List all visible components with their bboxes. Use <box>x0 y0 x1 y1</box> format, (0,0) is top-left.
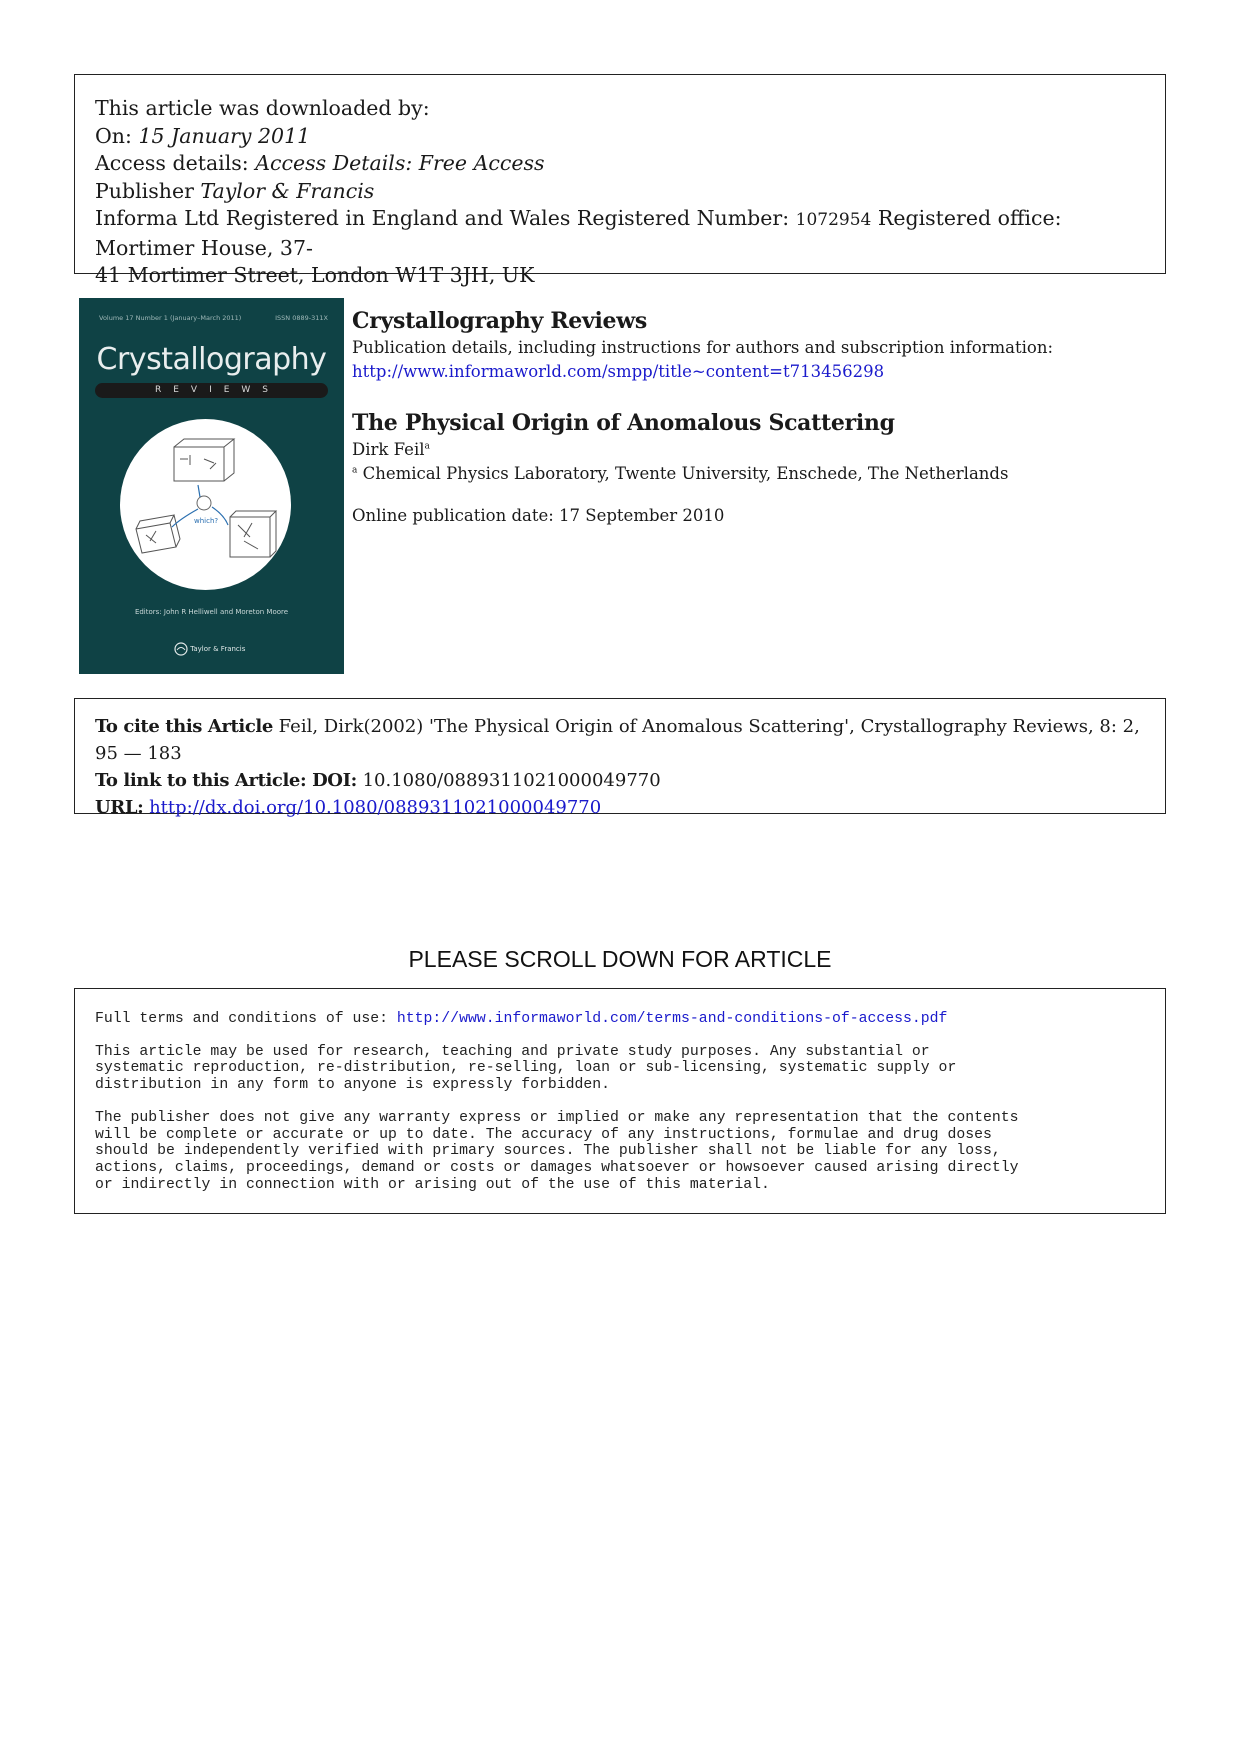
cover-subtitle: REVIEWS <box>95 383 328 398</box>
disclaimer-paragraph: The publisher does not give any warranty express or implied or make any representation that the contents will be complete or accurate or up to date. The accuracy of any instructions, formulae and drug doses should be independently verified with primary sources. The publisher shall not be liable for any loss, actions, claims, proceedings, demand or costs or damages whatsoever or howsoever caused arising directly or indirectly in connection with or arising out of the use of this material. <box>95 1109 1019 1193</box>
terms-url-link[interactable]: http://www.informaworld.com/terms-and-conditions-of-access.pdf <box>396 1011 948 1027</box>
registration-text: Informa Ltd Registered in England and Wales Registered Number: <box>95 206 796 230</box>
publisher-logo-text: Taylor & Francis <box>190 645 246 653</box>
access-details-line <box>95 150 1145 178</box>
figure-label: which? <box>194 517 219 525</box>
author-name: Dirk Feil <box>352 440 425 459</box>
access-value: Access Details: Free Access <box>255 151 545 175</box>
cover-title: Crystallography <box>96 342 327 377</box>
download-info-box <box>74 74 1166 287</box>
affiliation-superscript: a <box>352 465 358 476</box>
url-label: URL: <box>95 797 144 818</box>
registration-line <box>95 205 1145 262</box>
journal-url-link[interactable]: http://www.informaworld.com/smpp/title~content=t713456298 <box>352 362 885 381</box>
office-address-line: 41 Mortimer Street, London W1T 3JH, UK <box>95 263 535 287</box>
publisher-logo <box>174 642 245 656</box>
online-date-label: Online publication date: <box>352 506 560 525</box>
full-terms-line <box>95 1011 1145 1028</box>
journal-info <box>352 306 1172 528</box>
cover-illustration <box>120 419 291 590</box>
registration-number: 1072954 <box>795 210 872 230</box>
online-date-line <box>352 504 1172 528</box>
cover-editors: Editors: John R Helliwell and Moreton Moore <box>134 608 289 616</box>
full-terms-label: Full terms and conditions of use: <box>95 1011 397 1027</box>
download-date: 15 January 2011 <box>138 123 311 148</box>
publisher-label: Publisher <box>95 178 201 203</box>
usage-paragraph: This article may be used for research, teaching and private study purposes. Any substantial or systematic reproduction, re-distribution, re-selling, loan or sub-licensing, systematic supply or distribution in any form to anyone is expressly forbidden. <box>95 1043 957 1094</box>
online-date: 17 September 2010 <box>559 506 725 525</box>
journal-title: Crystallography Reviews <box>352 308 647 334</box>
downloaded-by-line: This article was downloaded by: <box>95 96 430 120</box>
affiliation: Chemical Physics Laboratory, Twente University, Enschede, The Netherlands <box>357 464 1009 483</box>
publisher-name: Taylor & Francis <box>200 178 375 203</box>
scroll-down-notice: PLEASE SCROLL DOWN FOR ARTICLE <box>408 946 832 972</box>
author-superscript: a <box>424 441 430 452</box>
crystal-structures-figure <box>120 419 291 590</box>
on-label: On: <box>95 123 139 148</box>
url-line <box>95 794 1145 821</box>
doi-url-link[interactable]: http://dx.doi.org/10.1080/0889311021000049770 <box>143 797 602 818</box>
cover-volume: Volume 17 Number 1 (January–March 2011) <box>99 314 242 322</box>
office-text: Registered office: Mortimer House, 37- <box>95 206 1062 260</box>
cite-line <box>95 713 1145 767</box>
article-title: The Physical Origin of Anomalous Scattering <box>352 410 895 436</box>
cover-issn: ISSN 0889-311X <box>275 314 328 322</box>
download-date-line <box>95 123 1145 151</box>
publisher-line <box>95 178 1145 206</box>
publication-details: Publication details, including instructions for authors and subscription information: <box>352 338 1054 357</box>
doi-line <box>95 767 1145 794</box>
doi-label: To link to this Article: DOI: <box>95 770 357 791</box>
author-line <box>352 438 1172 462</box>
citation-box <box>74 698 1166 818</box>
journal-cover-image <box>79 298 344 674</box>
publisher-logo-icon <box>174 642 188 656</box>
cite-text: Feil, Dirk(2002) 'The Physical Origin of Anomalous Scattering', Crystallography Reviews, 8: 2, 95 — 183 <box>95 716 1140 764</box>
doi-value: 10.1080/0889311021000049770 <box>356 770 661 791</box>
affiliation-line <box>352 462 1172 486</box>
terms-box <box>74 988 1166 1214</box>
cite-label: To cite this Article <box>95 716 273 737</box>
access-label: Access details: <box>95 151 256 175</box>
